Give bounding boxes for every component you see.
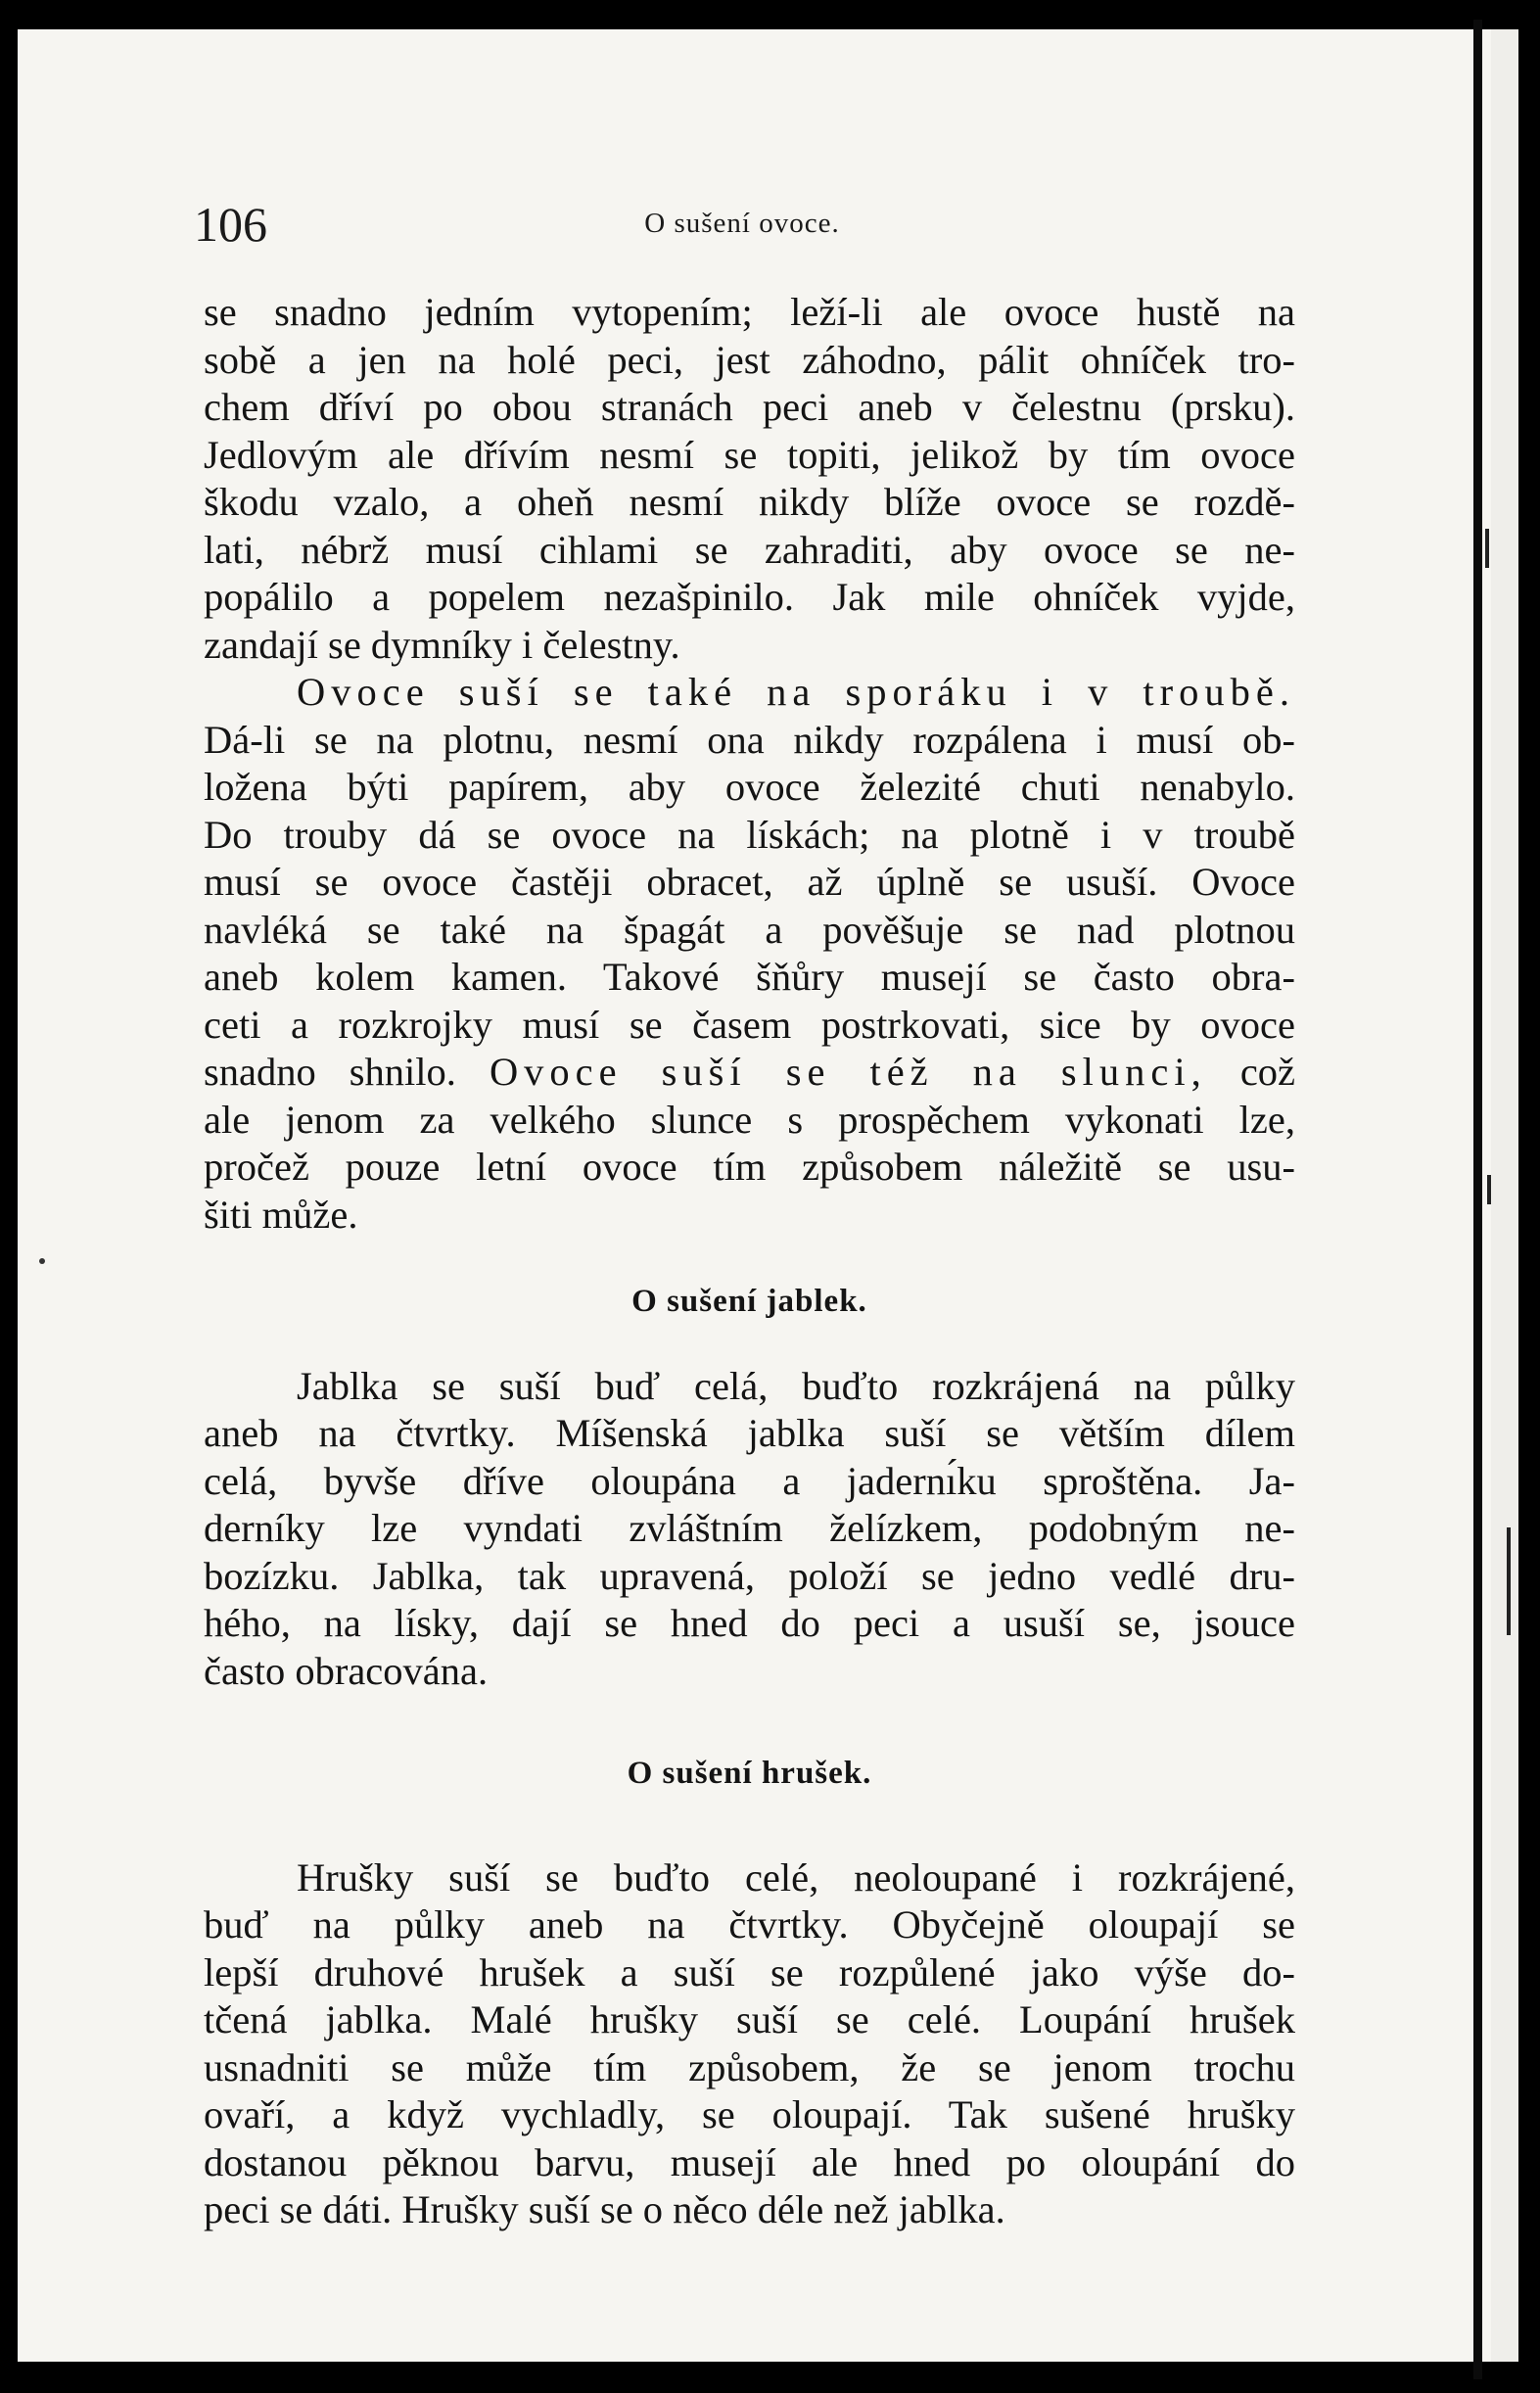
running-head: O sušení ovoce. — [644, 208, 840, 239]
text-line: Ovoce suší se také na sporáku i v troubě. — [297, 670, 1295, 714]
text-line: šiti může. — [204, 1192, 358, 1237]
text-line: lepší druhové hrušek a suší se rozpůlené jako výše do- — [204, 1949, 1295, 1994]
text-line: se snadno jedním vytopením; leží-li ale ovoce hustě na — [204, 290, 1295, 334]
page-body — [204, 289, 1295, 2234]
edge-mark — [1487, 1175, 1491, 1204]
spaced-emphasis: Ovoce suší se též na slunci, — [489, 1050, 1207, 1094]
text-line: tčená jablka. Malé hrušky suší se celé. Loupání hrušek — [204, 1997, 1295, 2041]
text-line: buď na půlky aneb na čtvrtky. Obyčejně oloupají se — [204, 1902, 1295, 1947]
text-line: usnadniti se může tím způsobem, že se jenom trochu — [204, 2044, 1295, 2089]
text-line: popálilo a popelem nezašpinilo. Jak mile ohníček vyjde, — [204, 575, 1295, 619]
text-line: celá, byvše dříve oloupána a jadernı́ku sproštěna. Ja- — [204, 1458, 1295, 1503]
text-line: Jablka se suší buď celá, buďto rozkrájená na půlky — [297, 1363, 1295, 1408]
text-line — [204, 1049, 1295, 1097]
text-line: lati, nébrž musí cihlami se zahraditi, aby ovoce se ne- — [204, 527, 1295, 572]
text-segment: což — [1239, 1050, 1296, 1094]
text-line: bozízku. Jablka, tak upravená, položí se jedno vedlé dru- — [204, 1553, 1295, 1598]
page-number: 106 — [194, 197, 267, 252]
text-line: Hrušky suší se buďto celé, neoloupané i rozkrájené, — [297, 1854, 1295, 1900]
text-line: ale jenom za velkého slunce s prospěchem vykonati lze, — [204, 1097, 1295, 1142]
text-line: musí se ovoce častěji obracet, až úplně se usuší. Ovoce — [204, 860, 1295, 904]
text-line: Dá-li se na plotnu, nesmí ona nikdy rozpálena i musí ob- — [204, 717, 1295, 762]
scan-top-border — [0, 0, 1540, 29]
text-line: derníky lze vyndati zvláštním želízkem, podobným ne- — [204, 1506, 1295, 1550]
edge-mark — [1507, 1527, 1511, 1635]
text-line: ceti a rozkrojky musí se časem postrkovati, sice by ovoce — [204, 1002, 1295, 1047]
text-line: aneb kolem kamen. Takové šňůry musejí se často obra- — [204, 955, 1295, 999]
text-line: Do trouby dá se ovoce na lískách; na plotně i v troubě — [204, 812, 1295, 857]
edge-mark — [1485, 529, 1489, 568]
section-title-jablka: O sušení jablek. — [631, 1284, 867, 1319]
text-line: dostanou pěknou barvu, musejí ale hned po oloupání do — [204, 2139, 1295, 2184]
text-line: často obracována. — [204, 1648, 489, 1693]
text-line: chem dříví po obou stranách peci aneb v čelestnu (prsku). — [204, 385, 1295, 429]
text-line: peci se dáti. Hrušky suší se o něco déle než jablka. — [204, 2187, 1005, 2231]
text-segment: snadno shnilo. — [204, 1050, 456, 1094]
text-line: hého, na lísky, dají se hned do peci a usuší se, jsouce — [204, 1601, 1295, 1645]
text-line: sobě a jen na holé peci, jest záhodno, pálit ohníček tro- — [204, 337, 1295, 382]
text-line: ložena býti papírem, aby ovoce železité chuti nenabylo. — [204, 765, 1295, 809]
text-line: aneb na čtvrtky. Míšenská jablka suší se větším dílem — [204, 1411, 1295, 1455]
section-title-hrusky: O sušení hrušek. — [627, 1756, 872, 1791]
text-line: škodu vzalo, a oheň nesmí nikdy blíže ovoce se rozdě- — [204, 480, 1295, 524]
text-line: ovaří, a když vychladly, se oloupají. Tak sušené hrušky — [204, 2092, 1295, 2136]
text-line: navléká se také na špagát a pověšuje se nad plotnou — [204, 907, 1295, 952]
book-spine-shadow — [1473, 20, 1482, 2379]
margin-speck — [39, 1258, 45, 1264]
page-header — [194, 196, 1290, 264]
text-line: zandají se dymníky i čelestny. — [204, 622, 680, 667]
adjacent-page-edge — [1491, 29, 1518, 2362]
text-line: pročež pouze letní ovoce tím způsobem náležitě se usu- — [204, 1145, 1295, 1189]
text-line: Jedlovým ale dřívím nesmí se topiti, jelikož by tím ovoce — [204, 432, 1295, 477]
